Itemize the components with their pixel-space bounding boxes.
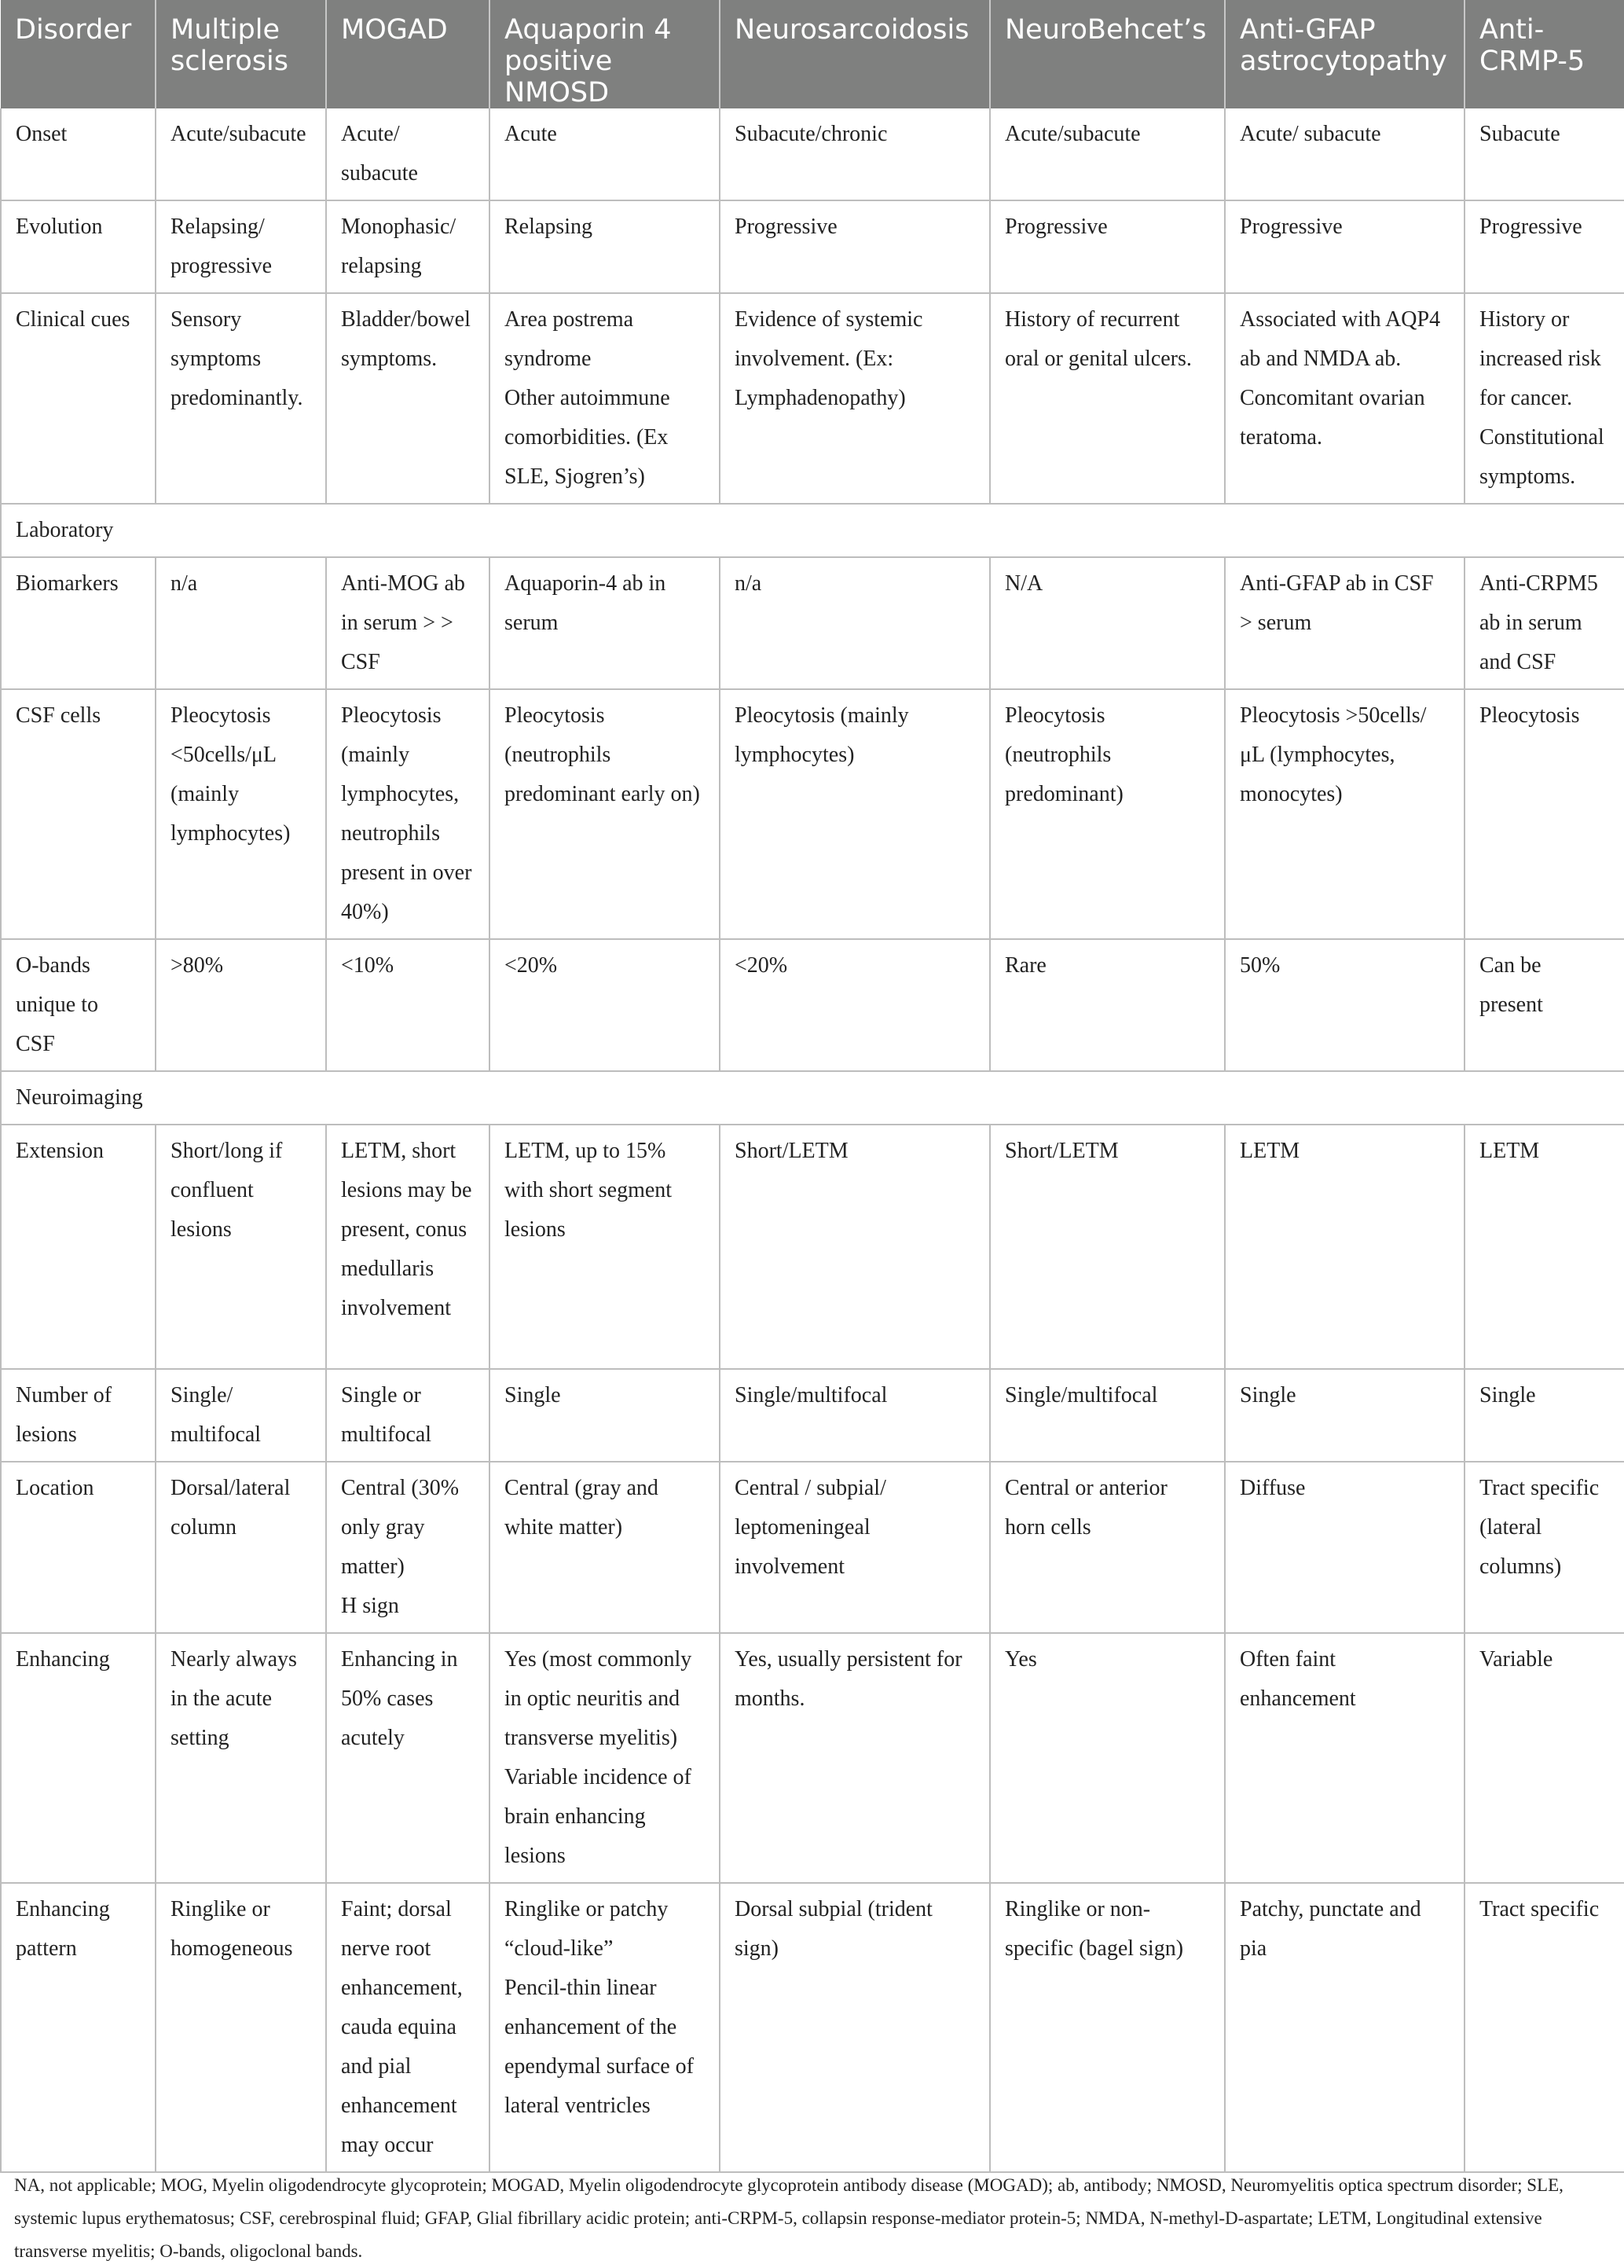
table-cell: Central / subpial/ leptomeningeal involvement	[720, 1462, 990, 1633]
col-header-nmosd: Aquaporin 4 positive NMOSD	[489, 0, 720, 108]
table-cell: Patchy, punctate and pia	[1225, 1883, 1465, 2172]
row-label: Enhancing pattern	[1, 1883, 156, 2172]
table-cell: Anti-GFAP ab in CSF > serum	[1225, 557, 1465, 689]
row-clinical-cues	[1, 293, 1624, 504]
col-header-anti-gfap: Anti-GFAP astrocytopathy	[1225, 0, 1465, 108]
table-cell: Rare	[990, 939, 1225, 1071]
table-cell: Nearly always in the acute setting	[156, 1633, 326, 1883]
table-cell: Central (30% only gray matter) H sign	[326, 1462, 489, 1633]
table-cell: Can be present	[1465, 939, 1624, 1071]
row-label: CSF cells	[1, 689, 156, 939]
col-header-anti-crmp5: Anti-CRMP-5	[1465, 0, 1624, 108]
row-label: Evolution	[1, 200, 156, 293]
table-cell: Subacute/chronic	[720, 108, 990, 200]
col-header-neurosarcoidosis: Neurosarcoidosis	[720, 0, 990, 108]
table-cell: Associated with AQP4 ab and NMDA ab. Concomitant ovarian teratoma.	[1225, 293, 1465, 504]
header-row	[1, 0, 1624, 108]
row-biomarkers	[1, 557, 1624, 689]
table-cell: Ringlike or non-specific (bagel sign)	[990, 1883, 1225, 2172]
table-cell: Progressive	[720, 200, 990, 293]
table-cell: Single	[1225, 1369, 1465, 1462]
table-cell: Ringlike or homogeneous	[156, 1883, 326, 2172]
table-cell: Evidence of systemic involvement. (Ex: Lymphadenopathy)	[720, 293, 990, 504]
table-cell: Subacute	[1465, 108, 1624, 200]
table-cell: LETM, up to 15% with short segment lesions	[489, 1125, 720, 1369]
table-cell: Acute/subacute	[156, 108, 326, 200]
table-cell: Tract specific (lateral columns)	[1465, 1462, 1624, 1633]
table-cell: Single	[1465, 1369, 1624, 1462]
col-header-neurobehcets: NeuroBehcet’s	[990, 0, 1225, 108]
table-cell: History of recurrent oral or genital ulcers.	[990, 293, 1225, 504]
table-cell: >80%	[156, 939, 326, 1071]
table-cell: Pleocytosis >50cells/ μL (lymphocytes, monocytes)	[1225, 689, 1465, 939]
table-cell: Progressive	[990, 200, 1225, 293]
col-header-ms: Multiple sclerosis	[156, 0, 326, 108]
section-header: Laboratory	[1, 504, 1624, 557]
row-enhancing-pattern	[1, 1883, 1624, 2172]
table-cell: Pleocytosis (neutrophils predominant)	[990, 689, 1225, 939]
table-cell: 50%	[1225, 939, 1465, 1071]
table-cell: Central or anterior horn cells	[990, 1462, 1225, 1633]
table-cell: Single/ multifocal	[156, 1369, 326, 1462]
table-cell: <10%	[326, 939, 489, 1071]
table-cell: Aquaporin-4 ab in serum	[489, 557, 720, 689]
table-cell: Relapsing	[489, 200, 720, 293]
table-cell: n/a	[720, 557, 990, 689]
table-cell: Anti-CRPM5 ab in serum and CSF	[1465, 557, 1624, 689]
row-csf-cells	[1, 689, 1624, 939]
row-evolution	[1, 200, 1624, 293]
table-cell: Pleocytosis (mainly lymphocytes, neutrophils present in over 40%)	[326, 689, 489, 939]
table-cell: Acute/subacute	[990, 108, 1225, 200]
table-cell: Pleocytosis (mainly lymphocytes)	[720, 689, 990, 939]
table-cell: Short/LETM	[720, 1125, 990, 1369]
table-cell: Sensory symptoms predominantly.	[156, 293, 326, 504]
table-cell: Single	[489, 1369, 720, 1462]
table-cell: Short/long if confluent lesions	[156, 1125, 326, 1369]
table-cell: Pleocytosis (neutrophils predominant early on)	[489, 689, 720, 939]
table-cell: Enhancing in 50% cases acutely	[326, 1633, 489, 1883]
row-o-bands	[1, 939, 1624, 1071]
section-neuroimaging	[1, 1071, 1624, 1125]
table-cell: LETM	[1465, 1125, 1624, 1369]
table-cell: Central (gray and white matter)	[489, 1462, 720, 1633]
table-cell: Dorsal subpial (trident sign)	[720, 1883, 990, 2172]
row-label: Enhancing	[1, 1633, 156, 1883]
table-cell: Variable	[1465, 1633, 1624, 1883]
table-cell: Yes	[990, 1633, 1225, 1883]
table-cell: Progressive	[1465, 200, 1624, 293]
section-header: Neuroimaging	[1, 1071, 1624, 1125]
table-cell: Single/multifocal	[720, 1369, 990, 1462]
table-cell: Anti-MOG ab in serum > > CSF	[326, 557, 489, 689]
row-label: Number of lesions	[1, 1369, 156, 1462]
table-cell: Acute/ subacute	[1225, 108, 1465, 200]
table-cell: Acute	[489, 108, 720, 200]
row-label: O-bands unique to CSF	[1, 939, 156, 1071]
row-onset	[1, 108, 1624, 200]
table-cell: Relapsing/ progressive	[156, 200, 326, 293]
section-laboratory	[1, 504, 1624, 557]
table-cell: Yes (most commonly in optic neuritis and transverse myelitis) Variable incidence of brain enhancing lesions	[489, 1633, 720, 1883]
table-cell: Pleocytosis	[1465, 689, 1624, 939]
table-cell: Faint; dorsal nerve root enhancement, cauda equina and pial enhancement may occur	[326, 1883, 489, 2172]
row-label: Clinical cues	[1, 293, 156, 504]
table-cell: Single or multifocal	[326, 1369, 489, 1462]
table-cell: History or increased risk for cancer. Constitutional symptoms.	[1465, 293, 1624, 504]
col-header-mogad: MOGAD	[326, 0, 489, 108]
table-cell: <20%	[489, 939, 720, 1071]
table-cell: Pleocytosis <50cells/μL (mainly lymphocytes)	[156, 689, 326, 939]
row-number-of-lesions	[1, 1369, 1624, 1462]
table-cell: Short/LETM	[990, 1125, 1225, 1369]
table-cell: Diffuse	[1225, 1462, 1465, 1633]
table-cell: <20%	[720, 939, 990, 1071]
table-cell: Progressive	[1225, 200, 1465, 293]
table-cell: Often faint enhancement	[1225, 1633, 1465, 1883]
table-cell: Monophasic/ relapsing	[326, 200, 489, 293]
row-extension	[1, 1125, 1624, 1369]
table-cell: LETM	[1225, 1125, 1465, 1369]
table-cell: n/a	[156, 557, 326, 689]
table-cell: Dorsal/lateral column	[156, 1462, 326, 1633]
row-location	[1, 1462, 1624, 1633]
table-cell: N/A	[990, 557, 1225, 689]
col-header-disorder: Disorder	[1, 0, 156, 108]
table-cell: Bladder/bowel symptoms.	[326, 293, 489, 504]
table-cell: Single/multifocal	[990, 1369, 1225, 1462]
table-cell: Tract specific	[1465, 1883, 1624, 2172]
table-cell: Ringlike or patchy “cloud-like” Pencil-thin linear enhancement of the ependymal surface of lateral ventricles	[489, 1883, 720, 2172]
row-label: Location	[1, 1462, 156, 1633]
table-cell: Yes, usually persistent for months.	[720, 1633, 990, 1883]
table-cell: Acute/ subacute	[326, 108, 489, 200]
row-label: Onset	[1, 108, 156, 200]
table-cell: LETM, short lesions may be present, conus medullaris involvement	[326, 1125, 489, 1369]
row-label: Biomarkers	[1, 557, 156, 689]
table-cell: Area postrema syndrome Other autoimmune comorbidities. (Ex SLE, Sjogren’s)	[489, 293, 720, 504]
row-label: Extension	[1, 1125, 156, 1369]
table-footnote: NA, not applicable; MOG, Myelin oligodendrocyte glycoprotein; MOGAD, Myelin oligodendrocyte glycoprotein antibody disease (MOGAD); ab, antibody; NMOSD, Neuromyelitis optica spectrum disorder; SLE, systemic lupus erythematosus; CSF, cerebrospinal fluid; GFAP, Glial fibrillary acidic protein; anti-CRPM-5, collapsin response-mediator protein-5; NMDA, N-methyl-D-aspartate; LETM, Longitudinal extensive transverse myelitis; O-bands, oligoclonal bands.	[14, 2175, 1564, 2261]
row-enhancing	[1, 1633, 1624, 1883]
